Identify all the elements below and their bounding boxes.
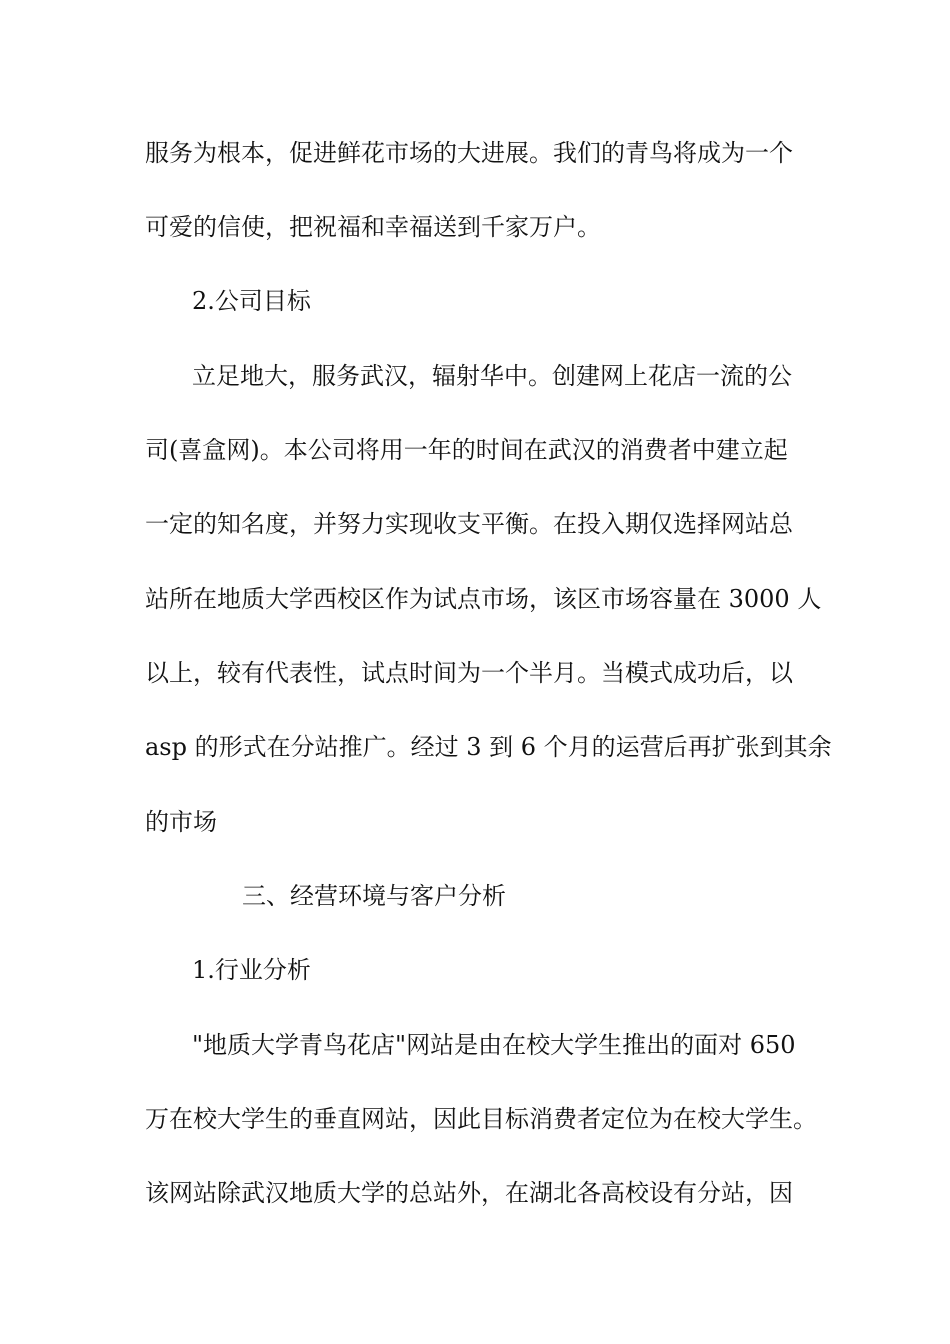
paragraph-line-5: 一定的知名度，并努力实现收支平衡。在投入期仅选择网站总 [145,510,793,538]
paragraph-line-10: "地质大学青鸟花店"网站是由在校大学生推出的面对 650 [192,1031,796,1059]
paragraph-line-8: asp 的形式在分站推广。经过 3 到 6 个月的运营后再扩张到其余 [145,733,832,761]
section-heading-company-goals: 2.公司目标 [192,287,311,315]
paragraph-line-4: 司(喜盒网)。本公司将用一年的时间在武汉的消费者中建立起 [145,436,788,464]
paragraph-line-9: 的市场 [145,808,217,836]
paragraph-line-6: 站所在地质大学西校区作为试点市场，该区市场容量在 3000 人 [145,585,822,613]
paragraph-line-11: 万在校大学生的垂直网站，因此目标消费者定位为在校大学生。 [145,1105,817,1133]
paragraph-line-2: 可爱的信使，把祝福和幸福送到千家万户。 [145,213,601,241]
section-heading-industry-analysis: 1.行业分析 [192,956,311,984]
paragraph-line-7: 以上，较有代表性，试点时间为一个半月。当模式成功后，以 [145,659,793,687]
paragraph-line-12: 该网站除武汉地质大学的总站外，在湖北各高校设有分站，因 [145,1179,793,1207]
paragraph-line-3: 立足地大，服务武汉，辐射华中。创建网上花店一流的公 [192,362,792,390]
chapter-heading: 三、经营环境与客户分析 [242,882,506,910]
paragraph-line-1: 服务为根本，促进鲜花市场的大进展。我们的青鸟将成为一个 [145,139,793,167]
